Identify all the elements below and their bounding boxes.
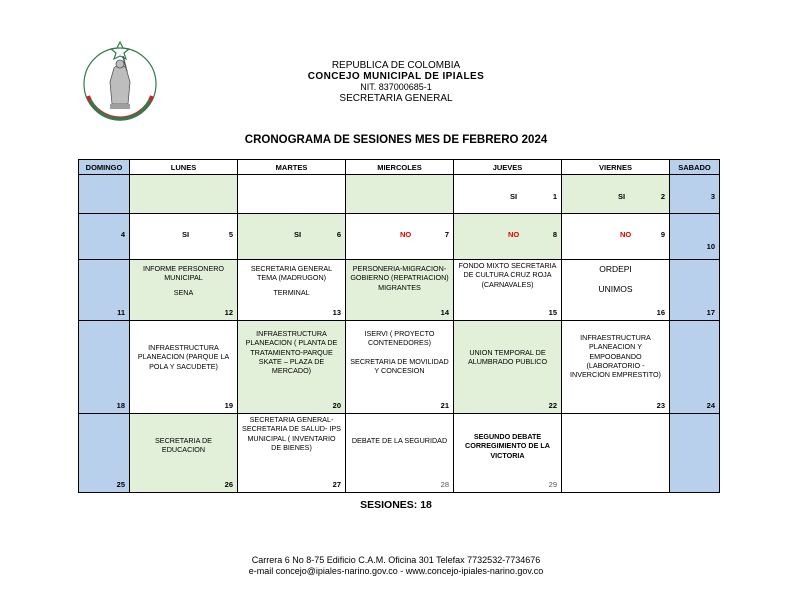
day-number: 20 [332,401,341,410]
day-number: 19 [224,401,233,410]
day-number: 12 [224,308,233,317]
day-number: 8 [552,230,557,239]
session-topic: SECRETARIA DE EDUCACION [155,436,212,455]
session-mark: NO [620,230,632,239]
day-cell [130,260,238,321]
day-number: 14 [440,308,449,317]
day-cell [238,414,346,493]
day-number: 7 [444,230,449,239]
day-cell [130,175,238,214]
session-mark: SI [294,230,302,239]
session-topic: FONDO MIXTO SECRETARIA DE CULTURA CRUZ ROJA (CARNAVALES) [458,261,557,289]
day-number: 25 [116,480,125,489]
day-cell [562,260,670,321]
day-number: 1 [552,192,557,201]
day-cell [562,175,670,214]
day-cell [670,321,720,414]
day-cell [670,175,720,214]
day-header-monday: LUNES [130,160,238,175]
day-number: 27 [332,480,341,489]
day-cell [346,260,454,321]
day-header-tuesday: MARTES [238,160,346,175]
session-mark: NO [400,230,412,239]
day-cell [238,321,346,414]
day-cell [346,321,454,414]
session-topic: UNION TEMPORAL DE ALUMBRADO PUBLICO [467,348,548,367]
day-header-friday: VIERNES [562,160,670,175]
day-cell [346,175,454,214]
day-number: 16 [656,308,665,317]
day-header-saturday: SABADO [670,160,720,175]
header-republic: REPUBLICA DE COLOMBIA [331,60,461,71]
logo-head [116,60,124,68]
session-mark: SI [510,192,518,201]
day-number: 9 [660,230,665,239]
day-number: 6 [336,230,341,239]
session-mark: NO [508,230,520,239]
day-header-sunday: DOMINGO [79,160,130,175]
session-topic: DEBATE DE LA SEGURIDAD [351,436,448,445]
session-topic: INFRAESTRUCTURA PLANEACION Y EMPOOBANDO (LABORATORIO - INVERCION EMPRESTITO) [570,333,661,380]
logo-wreath [111,42,129,59]
session-mark: SI [182,230,190,239]
logo-base [110,104,130,109]
calendar-table [78,159,720,493]
day-cell [454,260,562,321]
session-topic-line: ORDEPI [599,264,632,274]
day-cell [79,214,130,260]
session-topic-line: INFORME PERSONERO MUNICIPAL [142,264,225,283]
header-secretary: SECRETARIA GENERAL [339,93,453,104]
session-topic-line: TERMINAL [273,287,310,297]
week-row [79,414,720,493]
seal-logo [80,38,160,124]
day-cell [238,260,346,321]
session-topic [350,329,449,375]
footer-address: Carrera 6 No 8-75 Edificio C.A.M. Oficina 301 Telefax 7732532-7734676 [251,555,541,565]
day-header-wednesday: MIERCOLES [346,160,454,175]
session-topic [134,264,233,297]
day-cell [79,260,130,321]
day-number: 18 [116,401,125,410]
day-number: 11 [117,308,125,317]
day-cell [670,214,720,260]
session-topic: INFRAESTRUCTURA PLANEACION ( PLANTA DE TRATAMIENTO-PARQUE SKATE – PLAZA DE MERCADO) [245,329,338,376]
day-cell [454,414,562,493]
session-topic: INFRAESTRUCTURA PLANEACION (PARQUE LA POLA Y SACUDETE) [137,343,230,371]
day-cell [562,214,670,260]
week-row [79,214,720,260]
header-nit: NIT. 837000685-1 [360,82,432,92]
day-number: 22 [548,401,557,410]
day-cell [562,321,670,414]
day-cell [562,414,670,493]
session-topic-line: ISERVI ( PROYECTO CONTENEDORES) [364,329,435,348]
day-number: 23 [656,401,665,410]
day-number: 15 [548,308,557,317]
day-number: 13 [332,308,341,317]
logo-statue [110,65,130,104]
session-topic: SEGUNDO DEBATE CORREGIMIENTO DE LA VICTORIA [465,432,550,460]
day-cell [346,414,454,493]
day-number: 17 [706,308,715,317]
day-cell [346,214,454,260]
day-cell [130,214,238,260]
day-cell [454,214,562,260]
header-council: CONCEJO MUNICIPAL DE IPIALES [307,71,485,82]
day-number: 10 [706,242,715,251]
header [250,60,542,104]
session-topic-line: SECRETARIA DE MOVILIDAD Y CONCESION [350,356,449,375]
day-cell [79,321,130,414]
session-topic: PERSONERIA-MIGRACION- GOBIERNO (REPATRIACION) MIGRANTES [350,264,449,292]
session-topic [566,264,665,295]
day-number: 5 [228,230,233,239]
footer-contact: e-mail concejo@ipiales-narino.gov.co - www.concejo-ipiales-narino.gov.co [248,566,544,576]
day-cell [130,414,238,493]
day-header-thursday: JUEVES [454,160,562,175]
session-topic [242,264,341,297]
day-cell [130,321,238,414]
day-cell [238,214,346,260]
day-cell [454,175,562,214]
session-topic-line: SENA [173,287,194,297]
day-cell [454,321,562,414]
session-topic-line: UNIMOS [598,284,633,294]
day-number: 29 [548,480,557,489]
calendar-header-row [79,160,720,175]
day-number: 3 [710,192,715,201]
day-cell [79,175,130,214]
day-cell [79,414,130,493]
session-topic: SECRETARIA GENERAL-SECRETARIA DE SALUD- IPS MUNICIPAL ( INVENTARIO DE BIENES) [242,415,341,452]
day-number: 24 [706,401,715,410]
week-row [79,175,720,214]
day-number: 21 [440,401,449,410]
day-cell [670,414,720,493]
day-number: 28 [440,480,449,489]
sessions-total: SESIONES: 18 [360,499,432,511]
session-topic-line: SECRETARIA GENERAL TEMA (MADRUGON) [250,264,333,283]
day-number: 4 [120,230,125,239]
week-row [79,321,720,414]
footer [0,555,792,577]
day-number: 26 [224,480,233,489]
session-mark: SI [618,192,626,201]
day-cell [238,175,346,214]
page-title: CRONOGRAMA DE SESIONES MES DE FEBRERO 2024 [244,134,548,146]
week-row [79,260,720,321]
day-number: 2 [660,192,665,201]
day-cell [670,260,720,321]
